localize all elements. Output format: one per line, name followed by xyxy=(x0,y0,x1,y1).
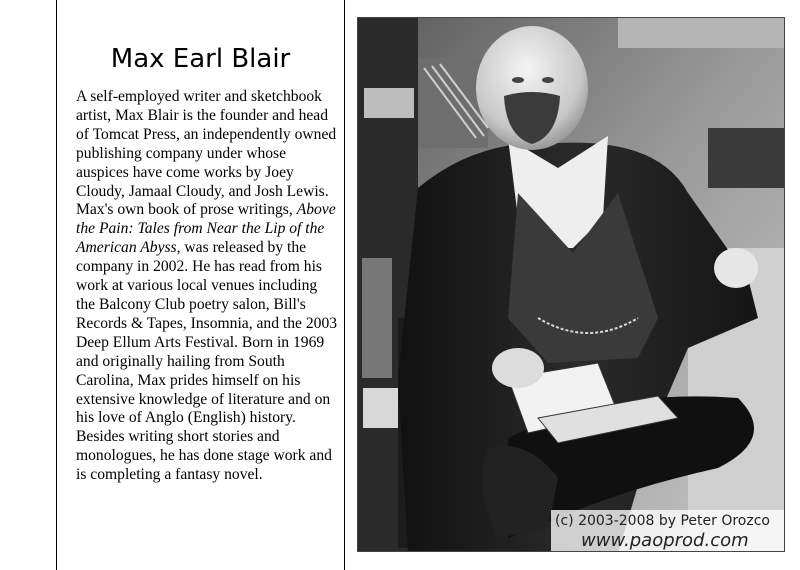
photo-credit-overlay xyxy=(551,510,785,552)
page-title: Max Earl Blair xyxy=(110,44,291,74)
left-border-rule xyxy=(56,0,57,570)
portrait-illustration xyxy=(358,18,785,552)
website-credit: www.paoprod.com xyxy=(581,530,749,551)
bio-part-1: A self-employed writer and sketchbook artist, Max Blair is the founder and head of Tomcat Press, an independently owned publishing company under whose auspices have come works by Joey Cloudy, Jamaal Cloudy, and Josh Lewis. Max's own book of prose writings, xyxy=(76,88,337,219)
portrait-photo xyxy=(357,17,785,552)
center-border-rule xyxy=(344,0,345,570)
book-title: Above the Pain: Tales from Near the Lip of the American Abyss xyxy=(76,201,336,257)
copyright-credit: (c) 2003-2008 by Peter Orozco xyxy=(555,513,770,529)
bio-text xyxy=(76,88,338,485)
bio-part-2: , was released by the company in 2002. He has read from his work at various local venues including the Balcony Club poetry salon, Bill's Records & Tapes, Insomnia, and the 2003 Deep Ellum Arts Festival. Born in 1969 and originally hailing from South Carolina, Max prides himself on his extensive knowledge of literature and on his love of Anglo (English) history. Besides writing short stories and monologues, he has done stage work and is completing a fantasy novel. xyxy=(76,239,338,484)
